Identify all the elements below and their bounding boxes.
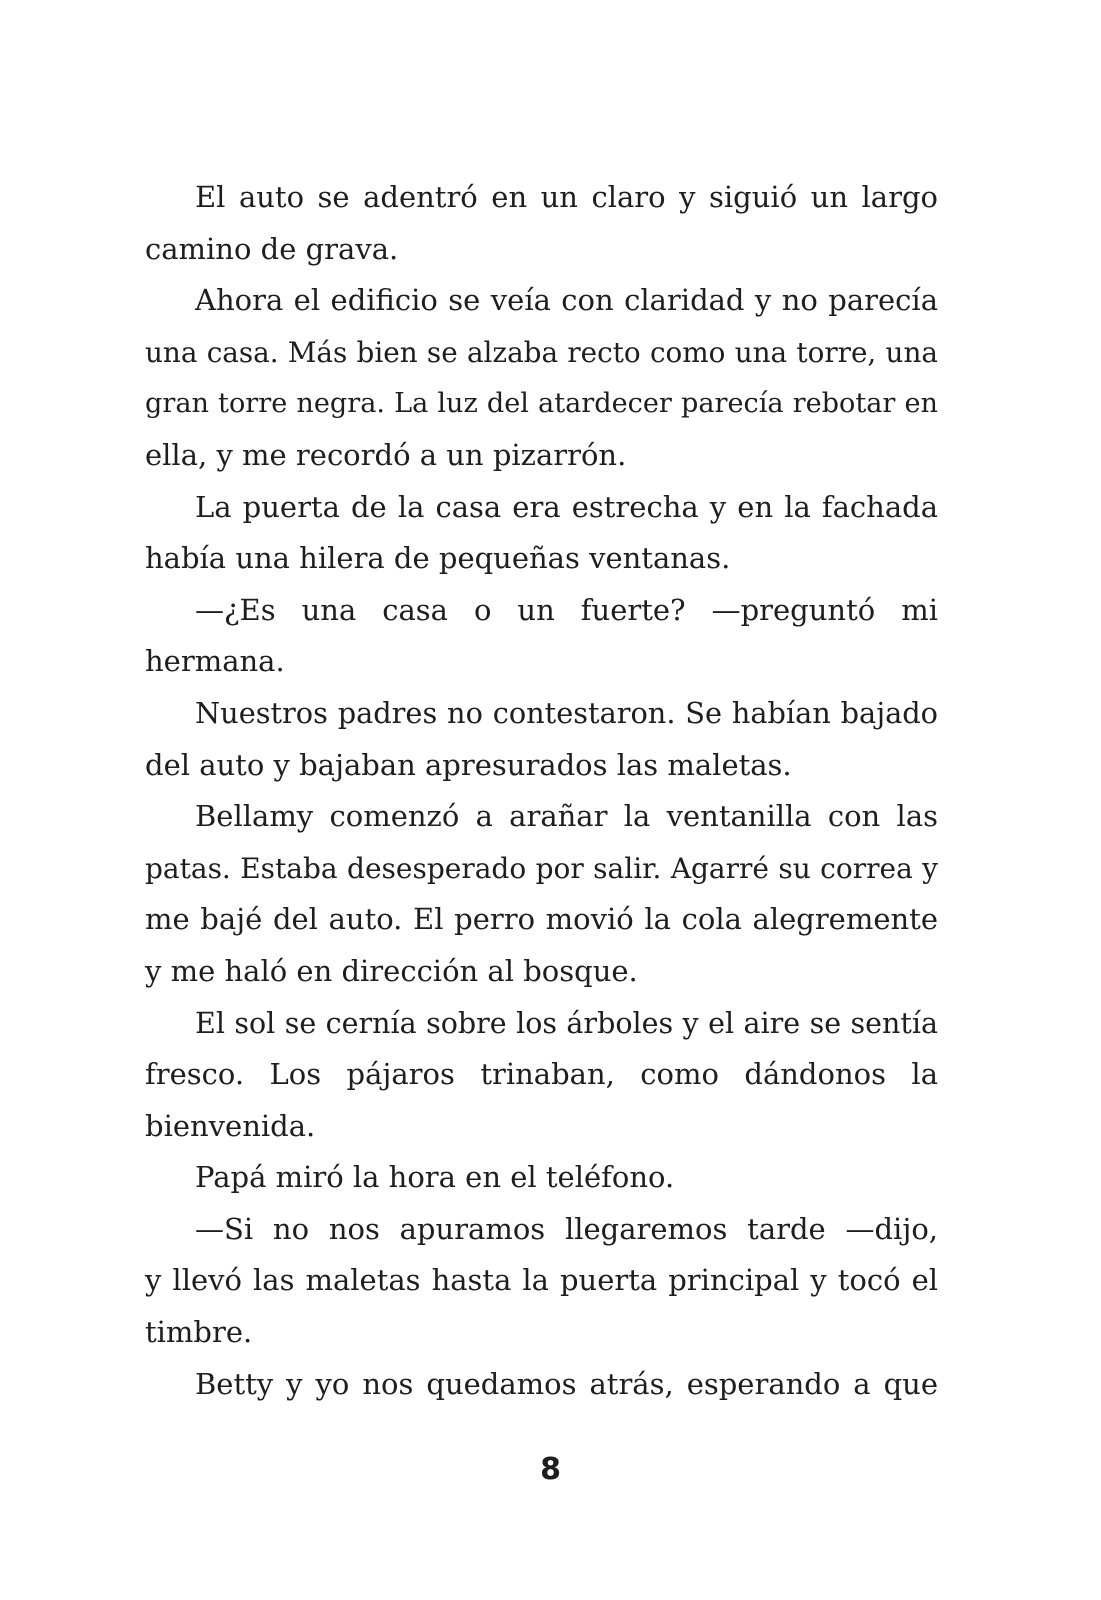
text-line: una casa. Más bien se alzaba recto como una torre, una xyxy=(145,335,938,369)
text-line: camino de grava. xyxy=(145,231,399,266)
text-line: gran torre negra. La luz del atardecer parecía rebotar en xyxy=(145,388,938,420)
text-line: —Si no nos apuramos llegaremos tarde —dijo, xyxy=(195,1211,938,1246)
text-line: Betty y yo nos quedamos atrás, esperando a que xyxy=(195,1366,938,1401)
body-text xyxy=(145,172,938,1410)
page-number: 8 xyxy=(540,1452,561,1487)
text-line: —¿Es una casa o un fuerte? —preguntó mi xyxy=(195,592,938,627)
text-line: patas. Estaba desesperado por salir. Agarré su correa y xyxy=(145,851,938,885)
text-line: me bajé del auto. El perro movió la cola alegremente xyxy=(145,902,938,937)
text-line: y me haló en dirección al bosque. xyxy=(145,953,638,988)
text-line: hermana. xyxy=(145,644,285,679)
text-line: había una hilera de pequeñas ventanas. xyxy=(145,541,731,576)
text-line: Bellamy comenzó a arañar la ventanilla con las xyxy=(195,799,938,834)
text-line: ella, y me recordó a un pizarrón. xyxy=(145,437,627,472)
text-line: El auto se adentró en un claro y siguió un largo xyxy=(195,180,938,214)
text-line: timbre. xyxy=(145,1315,253,1350)
text-line: Nuestros padres no contestaron. Se habían bajado xyxy=(195,695,938,730)
text-line: fresco. Los pájaros trinaban, como dándonos la xyxy=(145,1057,938,1092)
text-line: Ahora el edificio se veía con claridad y no parecía xyxy=(195,283,938,318)
text-line: del auto y bajaban apresurados las maletas. xyxy=(145,747,792,782)
text-line: El sol se cernía sobre los árboles y el aire se sentía xyxy=(195,1006,938,1040)
text-line: La puerta de la casa era estrecha y en la fachada xyxy=(195,489,938,524)
text-line: Papá miró la hora en el teléfono. xyxy=(195,1160,675,1195)
text-line: bienvenida. xyxy=(145,1108,316,1143)
text-line: y llevó las maletas hasta la puerta principal y tocó el xyxy=(145,1263,938,1298)
